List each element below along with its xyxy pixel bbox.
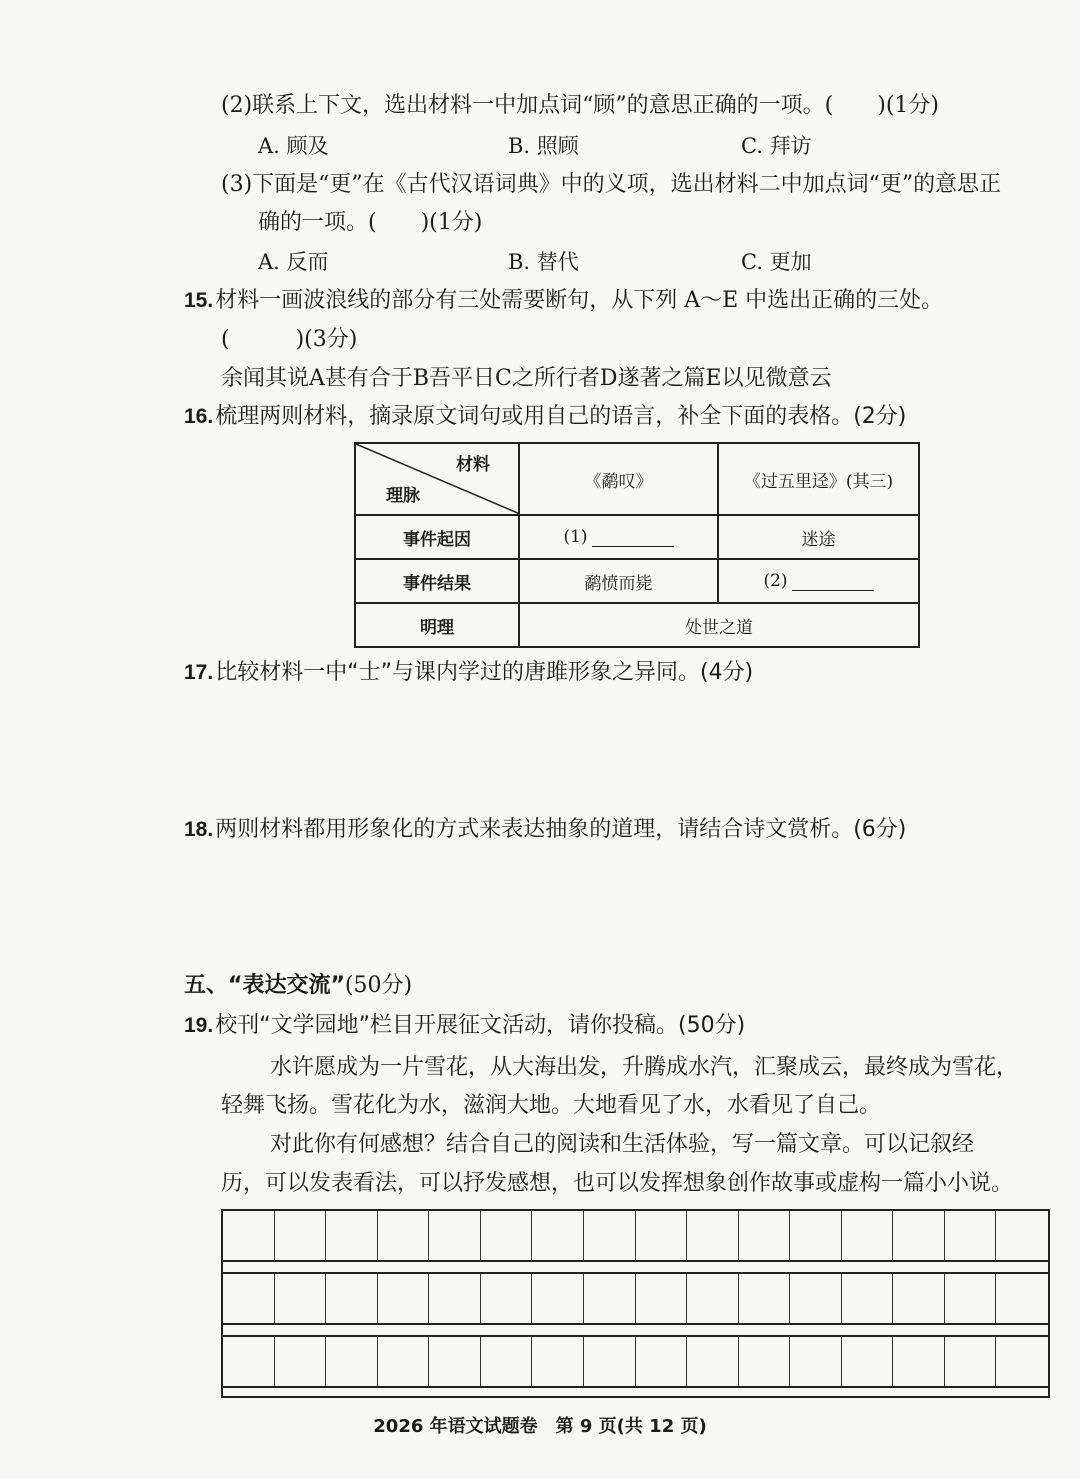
answer-blank-1[interactable] [592,528,674,547]
grid-spacer [221,1388,1050,1398]
q19-prompt-p2-line2: 历，可以发表看法，可以抒发感想，也可以发挥想象创作故事或虚构一篇小小说。 [221,1171,1014,1196]
q14-sub3-line1: (3)下面是“更”在《古代汉语词典》中的义项，选出材料二中加点词“更”的意思正 [221,172,1002,197]
q18-line [184,815,906,845]
q16-table [354,442,920,648]
grid-row[interactable] [221,1272,1050,1325]
table-row-label: 事件结果 [355,559,519,603]
table-merged-cell: 处世之道 [519,603,919,647]
section5-score: (50分) [344,973,413,998]
table-cell: 迷途 [718,515,919,559]
table-row-label: 明理 [355,603,519,647]
table-header-col1: 《鹬叹》 [519,443,718,515]
grid-row[interactable] [221,1209,1050,1262]
q14-sub2-option-c: C. 拜访 [741,134,812,158]
q14-sub2-option-a: A. 顾及 [258,134,329,158]
q16-line [184,402,906,432]
table-header-col2: 《过五里迳》(其三) [718,443,919,515]
q15-line1 [184,286,943,316]
q17-number: 17. [184,661,214,684]
q14-sub3-option-b: B. 替代 [508,250,579,274]
q19-prompt-p1-line1: 水许愿成为一片雪花，从大海出发，升腾成水汽，汇聚成云，最终成为雪花， [270,1055,1019,1080]
q17-line [184,658,753,688]
q19-line [184,1011,745,1041]
blank-label-1: (1) [563,527,588,547]
table-corner-cell [355,443,519,515]
q14-sub2-option-b: B. 照顾 [508,134,579,158]
section5-heading [184,971,412,1001]
q14-sub2-text: (2)联系上下文，选出材料一中加点词“顾”的意思正确的一项。( )(1分) [221,93,939,118]
q19-number: 19. [184,1014,214,1037]
q18-number: 18. [184,818,214,841]
table-cell-answer-1[interactable] [519,515,718,559]
table-row-label: 事件起因 [355,515,519,559]
q15-line2: ( )(3分) [221,327,358,352]
q17-answer-area[interactable] [221,700,1050,800]
q18-answer-area[interactable] [221,858,1050,958]
q15-number: 15. [184,289,214,312]
q14-sub3-line2: 确的一项。( )(1分) [258,210,483,235]
q16-text: 梳理两则材料，摘录原文词句或用自己的语言，补全下面的表格。(2分) [215,404,907,429]
q19-prompt-p2-line1: 对此你有何感想？结合自己的阅读和生活体验，写一篇文章。可以记叙经 [270,1132,975,1157]
grid-spacer [221,1325,1050,1335]
q15-sentence: 余闻其说A甚有合于B吾平日C之所行者D遂著之篇E以见微意云 [221,366,832,391]
q18-text: 两则材料都用形象化的方式来表达抽象的道理，请结合诗文赏析。(6分) [215,817,907,842]
corner-bottom-label: 理脉 [386,486,420,506]
page-footer: 2026 年语文试题卷 第 9 页(共 12 页) [373,1416,707,1437]
grid-row[interactable] [221,1335,1050,1388]
blank-label-2: (2) [763,571,788,591]
q19-text: 校刊“文学园地”栏目开展征文活动，请你投稿。(50分) [215,1013,746,1038]
q15-text: 材料一画波浪线的部分有三处需要断句，从下列 A～E 中选出正确的三处。 [215,288,944,313]
diagonal-line [356,444,520,514]
q17-text: 比较材料一中“士”与课内学过的唐雎形象之异同。(4分) [215,660,754,685]
answer-blank-2[interactable] [792,572,874,591]
section5-title: 五、“表达交流” [184,973,345,998]
q14-sub3-option-c: C. 更加 [741,250,812,274]
grid-spacer [221,1262,1050,1272]
table-cell: 鹬愤而毙 [519,559,718,603]
corner-top-label: 材料 [456,455,490,475]
q16-number: 16. [184,405,214,428]
table-cell-answer-2[interactable] [718,559,919,603]
q14-sub3-option-a: A. 反而 [258,250,329,274]
q19-prompt-p1-line2: 轻舞飞扬。雪花化为水，滋润大地。大地看见了水，水看见了自己。 [221,1093,882,1118]
